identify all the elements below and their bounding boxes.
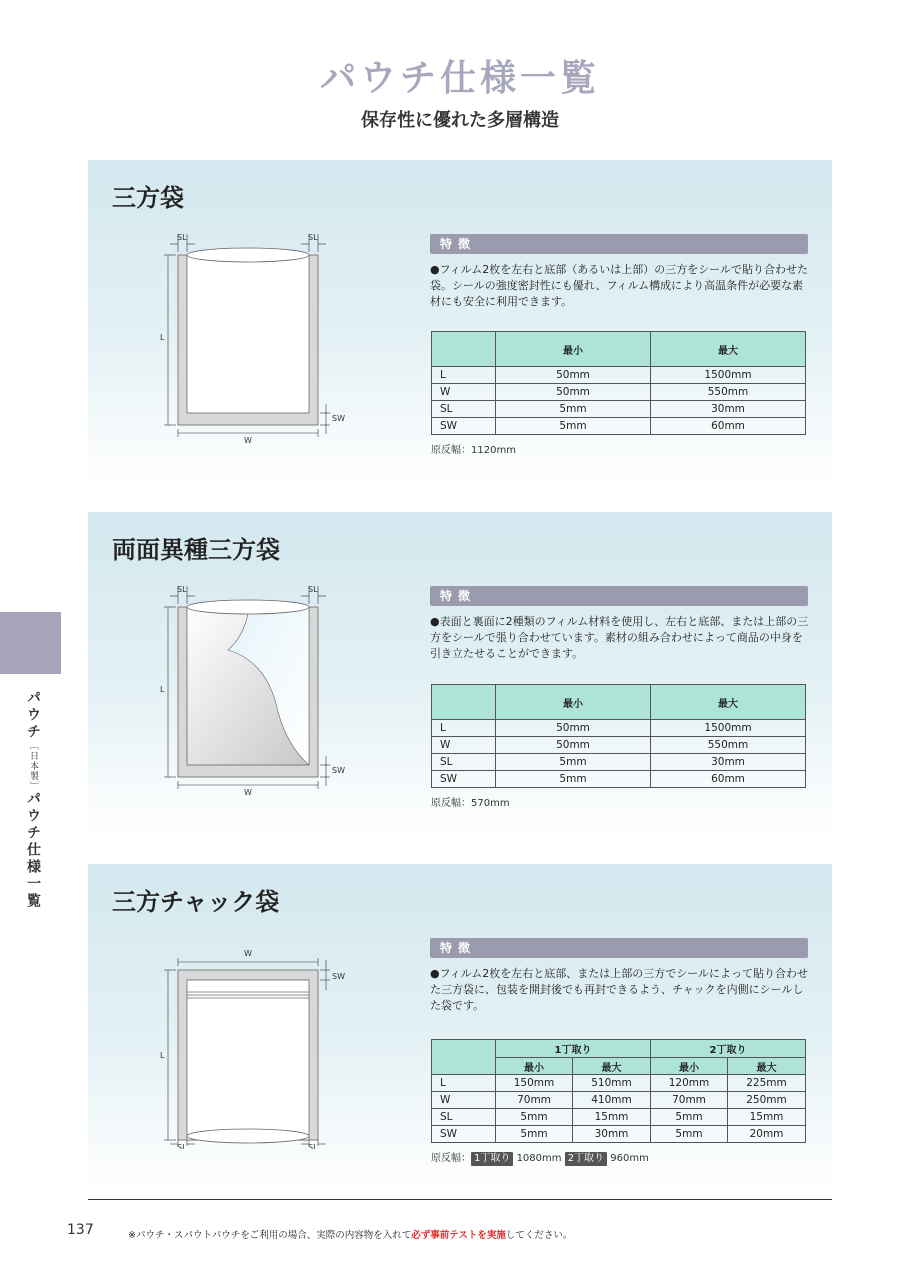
svg-text:SW: SW	[332, 414, 345, 423]
feature-description: ●表面と裏面に2種類のフィルム材料を使用し、左右と底部、または上部の三方をシールで張り合わせています。素材の組み合わせによって商品の中身を引き立たせることができます。	[430, 615, 809, 660]
page-subtitle: 保存性に優れた多層構造	[361, 110, 559, 131]
section-title: 三方チャック袋	[112, 888, 280, 916]
feature-header: 特徴	[430, 586, 808, 606]
material-prefix: 原反幅：	[431, 1153, 471, 1164]
footnote-text: ※パウチ・スパウトパウチをご利用の場合、実際の内容物を入れて	[128, 1230, 412, 1241]
column-header-min: 最小	[496, 1058, 573, 1075]
group-header-1: 1丁取り	[496, 1040, 651, 1058]
svg-text:SL: SL	[177, 233, 187, 242]
svg-text:SW: SW	[332, 766, 345, 775]
table-row: SL 5mm 15mm 5mm 15mm	[432, 1109, 806, 1126]
side-label-rest: パウチ仕様一覧	[25, 791, 41, 910]
section-title: 三方袋	[112, 184, 184, 212]
feature-description: ●フィルム2枚を左右と底部（あるいは上部）の三方をシールで貼り合わせた袋。シールの強度密封性にも優れ、フィルム構成により高温条件が必要な素材にも安全に利用できます。	[430, 263, 809, 308]
footnote	[128, 1227, 572, 1241]
table-row: SL 5mm 30mm	[432, 754, 806, 771]
table-row: W 50mm 550mm	[432, 737, 806, 754]
svg-text:SL: SL	[308, 585, 318, 594]
feature-header: 特徴	[430, 234, 808, 254]
dual-material-bag-diagram	[148, 582, 348, 797]
table-row: W 50mm 550mm	[432, 384, 806, 401]
material-width: 原反幅：570mm	[431, 798, 510, 809]
blank-header-cell	[432, 1040, 496, 1075]
column-header-min: 最小	[651, 1058, 728, 1075]
blank-header-cell	[432, 332, 496, 367]
spec-table	[431, 331, 806, 435]
table-row: SW 5mm 60mm	[432, 771, 806, 788]
tag-double: 2丁取り	[565, 1152, 607, 1166]
svg-text:L: L	[160, 685, 165, 694]
group-header-2: 2丁取り	[651, 1040, 806, 1058]
blank-header-cell	[432, 685, 496, 720]
page-title: パウチ仕様一覧	[319, 58, 600, 99]
zipper-bag-diagram	[148, 934, 348, 1149]
footnote-text-end: してください。	[505, 1230, 573, 1241]
footer-divider	[88, 1199, 832, 1200]
feature-description: ●フィルム2枚を左右と底部、または上部の三方でシールによって貼り合わせた三方袋に、包装を開封後でも再封できるよう、チャックを内側にシールした袋です。	[430, 967, 809, 1012]
table-row: SW 5mm 60mm	[432, 418, 806, 435]
spec-table	[431, 684, 806, 788]
column-header-min: 最小	[496, 685, 651, 720]
svg-text:SW: SW	[332, 972, 345, 981]
three-side-bag-diagram	[148, 230, 348, 445]
svg-text:L: L	[160, 1051, 165, 1060]
section-title: 両面異種三方袋	[112, 536, 280, 564]
table-row: L 150mm 510mm 120mm 225mm	[432, 1075, 806, 1092]
section-dual-material-bag	[88, 512, 832, 837]
svg-text:SL: SL	[308, 233, 318, 242]
side-vertical-label	[23, 690, 43, 910]
table-row: SL 5mm 30mm	[432, 401, 806, 418]
table-row: L 50mm 1500mm	[432, 367, 806, 384]
spec-table	[431, 1039, 806, 1143]
svg-text:W: W	[244, 949, 252, 958]
side-label-bracket: ［日本製］	[28, 741, 38, 791]
svg-text:SL: SL	[308, 1143, 318, 1149]
material-value-double: 960mm	[610, 1153, 649, 1164]
column-header-max: 最大	[728, 1058, 806, 1075]
page-number: 137	[67, 1222, 94, 1238]
section-zipper-bag	[88, 864, 832, 1189]
side-label-main: パウチ	[25, 690, 41, 741]
svg-text:L: L	[160, 333, 165, 342]
material-width: 原反幅：1120mm	[431, 445, 516, 456]
svg-text:SL: SL	[177, 1143, 187, 1149]
svg-text:W: W	[244, 788, 252, 797]
column-header-max: 最大	[573, 1058, 651, 1075]
material-width	[431, 1149, 649, 1166]
column-header-max: 最大	[651, 332, 806, 367]
side-tab	[0, 612, 61, 674]
tag-single: 1丁取り	[471, 1152, 513, 1166]
table-row: L 50mm 1500mm	[432, 720, 806, 737]
feature-header: 特徴	[430, 938, 808, 958]
column-header-min: 最小	[496, 332, 651, 367]
section-three-side-bag	[88, 160, 832, 485]
material-value-single: 1080mm	[516, 1153, 562, 1164]
svg-text:W: W	[244, 436, 252, 445]
footnote-warning: 必ず事前テストを実施	[411, 1230, 506, 1241]
column-header-max: 最大	[651, 685, 806, 720]
table-row: W 70mm 410mm 70mm 250mm	[432, 1092, 806, 1109]
table-row: SW 5mm 30mm 5mm 20mm	[432, 1126, 806, 1143]
svg-text:SL: SL	[177, 585, 187, 594]
